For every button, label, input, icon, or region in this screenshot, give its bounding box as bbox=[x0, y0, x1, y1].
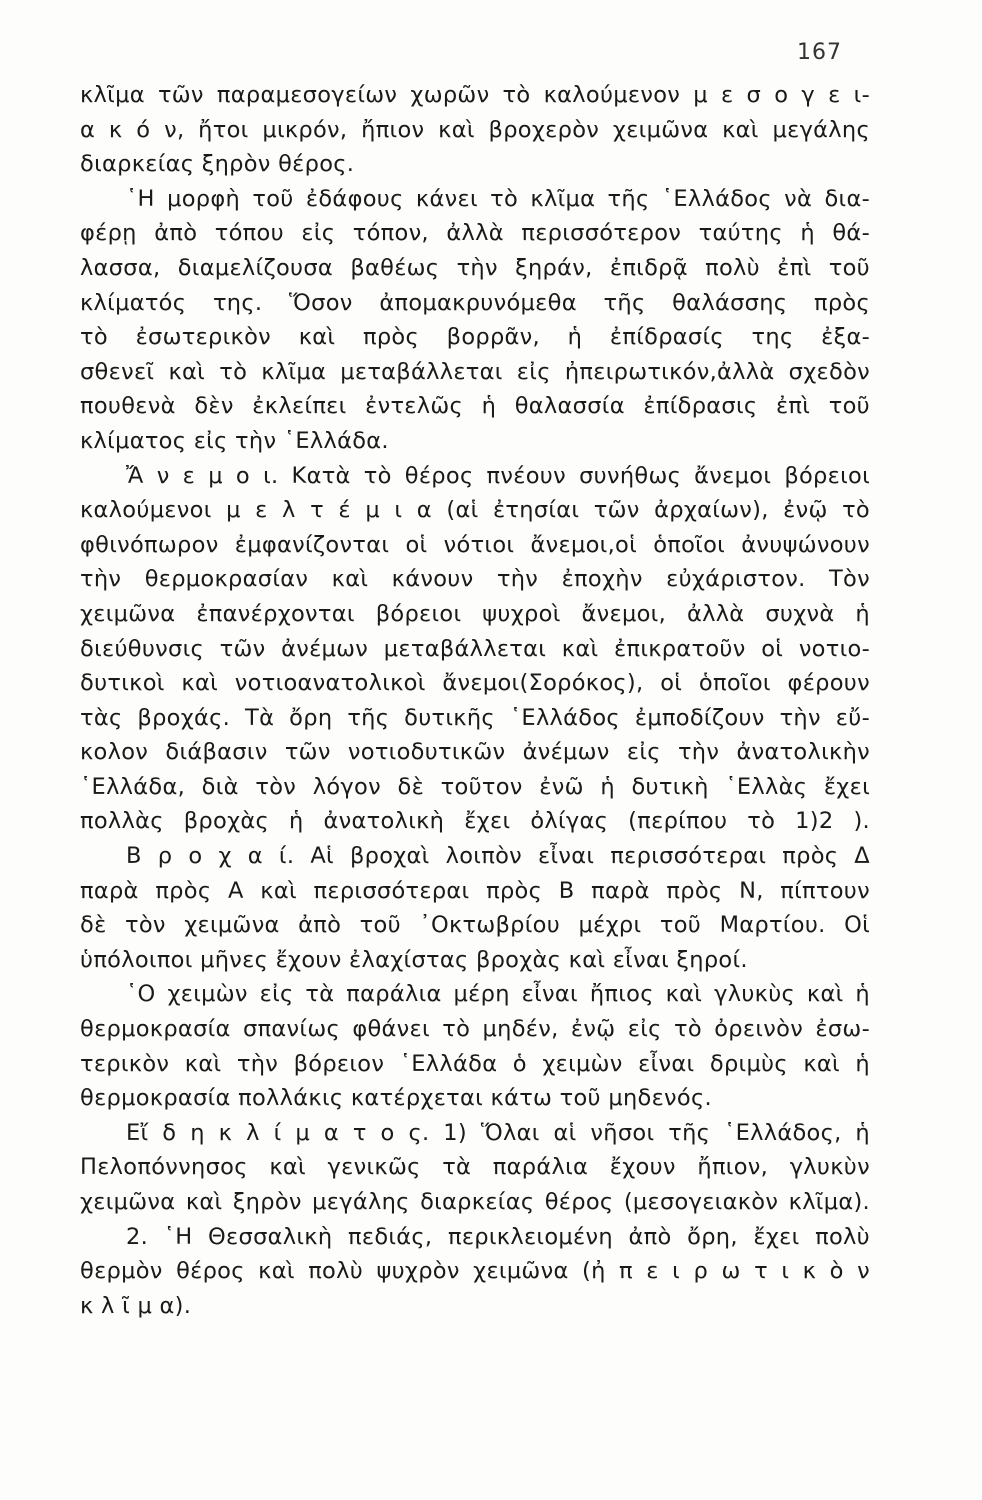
text-line: χειμῶνα ἐπανέρχονται βόρειοι ψυχροὶ ἄνεμοι, ἀλλὰ συχνὰ ἡ bbox=[80, 600, 870, 627]
text-line: φέρῃ ἀπὸ τόπου εἰς τόπον, ἀλλὰ περισσότερον ταύτης ἡ θά- bbox=[80, 220, 870, 247]
text-line: Εἴ δ η κ λ ί μ α τ ο ς. 1) Ὅλαι αἱ νῆσοι τῆς ῾Ελλάδος, ἡ bbox=[126, 1119, 870, 1146]
text-line: Β ρ ο χ α ί. Αἱ βροχαὶ λοιπὸν εἶναι περισσότεραι πρὸς Δ bbox=[126, 843, 870, 870]
text-line: 2. ῾Η Θεσσαλικὴ πεδιάς, περικλειομένη ἀπὸ ὄρη, ἔχει πολὺ bbox=[126, 1223, 870, 1250]
text-line: χειμῶνα καὶ ξηρὸν μεγάλης διαρκείας θέρος (μεσογειακὸν κλῖμα). bbox=[80, 1189, 870, 1215]
text-line: Ἄ ν ε μ ο ι. Κατὰ τὸ θέρος πνέουν συνήθως ἄνεμοι βόρειοι bbox=[126, 462, 870, 489]
text-line: διεύθυνσις τῶν ἀνέμων μεταβάλλεται καὶ ἐπικρατοῦν οἱ νοτιο- bbox=[80, 635, 870, 662]
text-line: τερικὸν καὶ τὴν βόρειον ῾Ελλάδα ὁ χειμὼν εἶναι δριμὺς καὶ ἡ bbox=[80, 1050, 870, 1077]
body-text bbox=[80, 78, 870, 1323]
text-line: καλούμενοι μ ε λ τ έ μ ι α (αἱ ἐτησίαι τῶν ἀρχαίων), ἐνῷ τὸ bbox=[80, 497, 870, 524]
text-line: Πελοπόννησος καὶ γενικῶς τὰ παράλια ἔχουν ἤπιον, γλυκὺν bbox=[80, 1154, 870, 1181]
text-line: τὰς βροχάς. Τὰ ὄρη τῆς δυτικῆς ῾Ελλάδος ἐμποδίζουν τὴν εὔ- bbox=[80, 704, 870, 731]
text-line: ῾Ο χειμὼν εἰς τὰ παράλια μέρη εἶναι ἤπιος καὶ γλυκὺς καὶ ἡ bbox=[126, 981, 870, 1008]
page-number: 167 bbox=[797, 40, 842, 65]
text-line: τὸ ἐσωτερικὸν καὶ πρὸς βορρᾶν, ἡ ἐπίδρασίς της ἐξα- bbox=[80, 324, 870, 351]
text-line: θερμοκρασία σπανίως φθάνει τὸ μηδέν, ἐνῷ εἰς τὸ ὀρεινὸν ἐσω- bbox=[80, 1016, 870, 1043]
text-line: θερμοκρασία πολλάκις κατέρχεται κάτω τοῦ μηδενός. bbox=[80, 1085, 712, 1112]
text-line: λασσα, διαμελίζουσα βαθέως τὴν ξηράν, ἐπιδρᾷ πολὺ ἐπὶ τοῦ bbox=[80, 254, 870, 281]
text-line: πουθενὰ δὲν ἐκλείπει ἐντελῶς ἡ θαλασσία ἐπίδρασις ἐπὶ τοῦ bbox=[80, 393, 870, 420]
text-line: τὴν θερμοκρασίαν καὶ κάνουν τὴν ἐποχὴν εὐχάριστον. Τὸν bbox=[80, 566, 870, 593]
text-line: κ λ ῖ μ α). bbox=[80, 1292, 192, 1319]
text-line: παρὰ πρὸς Α καὶ περισσότεραι πρὸς Β παρὰ πρὸς Ν, πίπτουν bbox=[80, 877, 870, 904]
text-line: πολλὰς βροχὰς ἡ ἀνατολικὴ ἔχει ὀλίγας (περίπου τὸ 1)2 ). bbox=[80, 808, 870, 835]
text-line: δὲ τὸν χειμῶνα ἀπὸ τοῦ ᾿Οκτωβρίου μέχρι τοῦ Μαρτίου. Οἱ bbox=[80, 912, 870, 939]
text-line: κλίματος εἰς τὴν ῾Ελλάδα. bbox=[80, 427, 389, 454]
text-line: δυτικοὶ καὶ νοτιοανατολικοὶ ἄνεμοι(Σορόκος), οἱ ὁποῖοι φέρουν bbox=[80, 670, 870, 697]
text-line: φθινόπωρον ἐμφανίζονται οἱ νότιοι ἄνεμοι,οἱ ὁποῖοι ἀνυψώνουν bbox=[80, 531, 870, 558]
text-line: διαρκείας ξηρὸν θέρος. bbox=[80, 151, 355, 178]
text-line: κλῖμα τῶν παραμεσογείων χωρῶν τὸ καλούμενον μ ε σ ο γ ε ι- bbox=[80, 82, 870, 108]
text-line: ῾Ελλάδα, διὰ τὸν λόγον δὲ τοῦτον ἐνῶ ἡ δυτικὴ ῾Ελλὰς ἔχει bbox=[80, 773, 870, 800]
text-line: κολον διάβασιν τῶν νοτιοδυτικῶν ἀνέμων εἰς τὴν ἀνατολικὴν bbox=[80, 739, 870, 766]
text-line: σθενεῖ καὶ τὸ κλῖμα μεταβάλλεται εἰς ἠπειρωτικόν,ἀλλὰ σχεδὸν bbox=[80, 358, 870, 385]
text-line: α κ ό ν, ἤτοι μικρόν, ἤπιον καὶ βροχερὸν χειμῶνα καὶ μεγάλης bbox=[80, 116, 870, 143]
text-line: θερμὸν θέρος καὶ πολὺ ψυχρὸν χειμῶνα (ἠ π ε ι ρ ω τ ι κ ὸ ν bbox=[80, 1258, 870, 1285]
text-line: ὑπόλοιποι μῆνες ἔχουν ἐλαχίστας βροχὰς καὶ εἶναι ξηροί. bbox=[80, 946, 748, 973]
text-line: ῾Η μορφὴ τοῦ ἐδάφους κάνει τὸ κλῖμα τῆς ῾Ελλάδος νὰ δια- bbox=[126, 185, 870, 212]
text-line: κλίματός της. Ὅσον ἀπομακρυνόμεθα τῆς θαλάσσης πρὸς bbox=[80, 289, 870, 316]
